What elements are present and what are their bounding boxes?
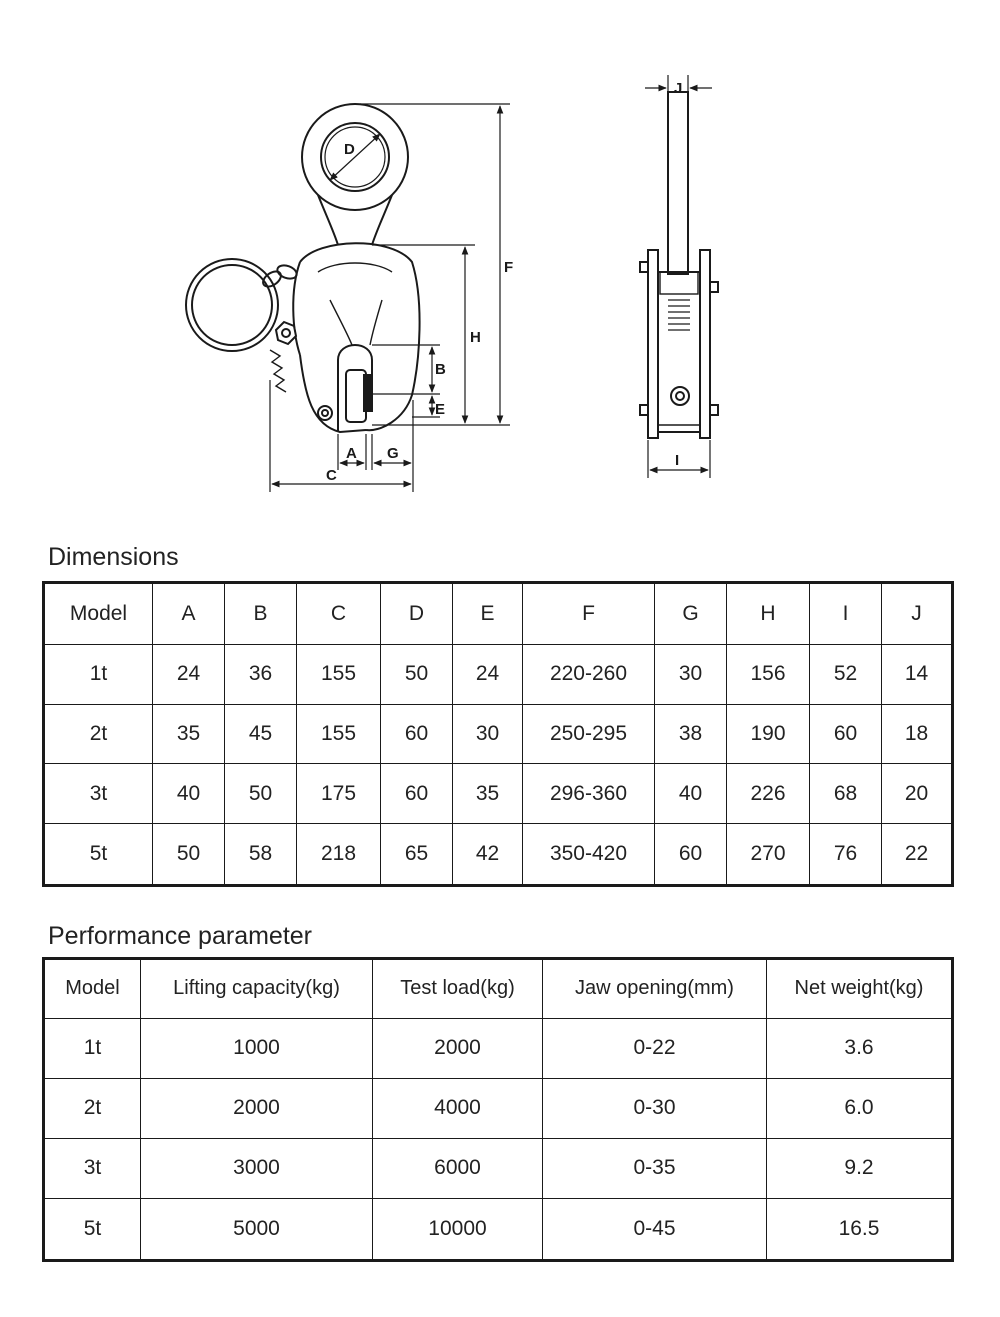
table-cell: 9.2 [767, 1138, 953, 1198]
table-cell: 60 [655, 823, 727, 885]
table-cell: 76 [810, 823, 882, 885]
table-cell: 296-360 [523, 764, 655, 824]
performance-table [42, 957, 954, 1262]
header-cell: I [810, 583, 882, 645]
table-cell: 5000 [141, 1198, 373, 1260]
table-cell: 3t [44, 1138, 141, 1198]
header-cell: Net weight(kg) [767, 959, 953, 1019]
table-cell: 60 [381, 704, 453, 764]
table-row [44, 1018, 953, 1078]
label-g: G [387, 445, 399, 462]
table-cell: 24 [453, 645, 523, 705]
table-cell: 36 [225, 645, 297, 705]
table-cell: 250-295 [523, 704, 655, 764]
header-cell: D [381, 583, 453, 645]
table-cell: 3t [44, 764, 153, 824]
table-cell: 0-30 [543, 1078, 767, 1138]
table-header-row [44, 959, 953, 1019]
header-cell: E [453, 583, 523, 645]
header-cell: Model [44, 959, 141, 1019]
performance-title: Performance parameter [48, 922, 313, 950]
label-c: C [326, 467, 337, 484]
label-e: E [435, 401, 446, 418]
table-cell: 30 [453, 704, 523, 764]
table-cell: 3.6 [767, 1018, 953, 1078]
table-cell: 24 [153, 645, 225, 705]
table-cell: 18 [882, 704, 953, 764]
table-cell: 42 [453, 823, 523, 885]
table-cell: 20 [882, 764, 953, 824]
dimensions-title: Dimensions [48, 543, 179, 571]
table-cell: 175 [297, 764, 381, 824]
front-view [186, 104, 420, 432]
header-cell: Test load(kg) [373, 959, 543, 1019]
table-cell: 16.5 [767, 1198, 953, 1260]
label-d: D [344, 141, 355, 158]
header-cell: G [655, 583, 727, 645]
table-row [44, 704, 953, 764]
table-cell: 155 [297, 704, 381, 764]
table-cell: 155 [297, 645, 381, 705]
table-cell: 1t [44, 645, 153, 705]
header-cell: C [297, 583, 381, 645]
table-row [44, 1198, 953, 1260]
table-cell: 22 [882, 823, 953, 885]
table-cell: 35 [153, 704, 225, 764]
table-cell: 220-260 [523, 645, 655, 705]
table-cell: 14 [882, 645, 953, 705]
label-f: F [504, 259, 514, 276]
side-dimensions [645, 75, 712, 478]
table-cell: 60 [381, 764, 453, 824]
table-cell: 5t [44, 1198, 141, 1260]
table-cell: 38 [655, 704, 727, 764]
side-view [640, 92, 718, 438]
label-b: B [435, 361, 446, 378]
table-cell: 30 [655, 645, 727, 705]
table-cell: 60 [810, 704, 882, 764]
table-header-row [44, 583, 953, 645]
table-row [44, 1078, 953, 1138]
table-cell: 58 [225, 823, 297, 885]
table-cell: 270 [727, 823, 810, 885]
table-cell: 40 [153, 764, 225, 824]
table-cell: 4000 [373, 1078, 543, 1138]
header-cell: Jaw opening(mm) [543, 959, 767, 1019]
table-row [44, 645, 953, 705]
table-cell: 226 [727, 764, 810, 824]
table-cell: 3000 [141, 1138, 373, 1198]
table-row [44, 764, 953, 824]
table-cell: 50 [225, 764, 297, 824]
table-row [44, 823, 953, 885]
header-cell: Lifting capacity(kg) [141, 959, 373, 1019]
header-cell: H [727, 583, 810, 645]
table-cell: 0-45 [543, 1198, 767, 1260]
table-cell: 2000 [141, 1078, 373, 1138]
header-cell: F [523, 583, 655, 645]
table-cell: 2t [44, 1078, 141, 1138]
table-cell: 52 [810, 645, 882, 705]
table-cell: 40 [655, 764, 727, 824]
header-cell: J [882, 583, 953, 645]
table-cell: 0-22 [543, 1018, 767, 1078]
table-cell: 65 [381, 823, 453, 885]
table-cell: 0-35 [543, 1138, 767, 1198]
table-cell: 6000 [373, 1138, 543, 1198]
table-cell: 1000 [141, 1018, 373, 1078]
table-cell: 156 [727, 645, 810, 705]
front-dimensions [270, 104, 510, 492]
table-cell: 35 [453, 764, 523, 824]
table-cell: 6.0 [767, 1078, 953, 1138]
technical-drawing [0, 0, 1000, 520]
table-cell: 2000 [373, 1018, 543, 1078]
dimensions-table [42, 581, 954, 887]
table-cell: 190 [727, 704, 810, 764]
table-cell: 50 [153, 823, 225, 885]
header-cell: Model [44, 583, 153, 645]
table-cell: 68 [810, 764, 882, 824]
table-cell: 1t [44, 1018, 141, 1078]
header-cell: B [225, 583, 297, 645]
table-cell: 45 [225, 704, 297, 764]
label-i: I [675, 452, 680, 469]
header-cell: A [153, 583, 225, 645]
label-a: A [346, 445, 357, 462]
label-j: J [674, 80, 683, 97]
label-h: H [470, 329, 481, 346]
table-row [44, 1138, 953, 1198]
table-cell: 2t [44, 704, 153, 764]
table-cell: 5t [44, 823, 153, 885]
table-cell: 50 [381, 645, 453, 705]
table-cell: 10000 [373, 1198, 543, 1260]
table-cell: 350-420 [523, 823, 655, 885]
table-cell: 218 [297, 823, 381, 885]
